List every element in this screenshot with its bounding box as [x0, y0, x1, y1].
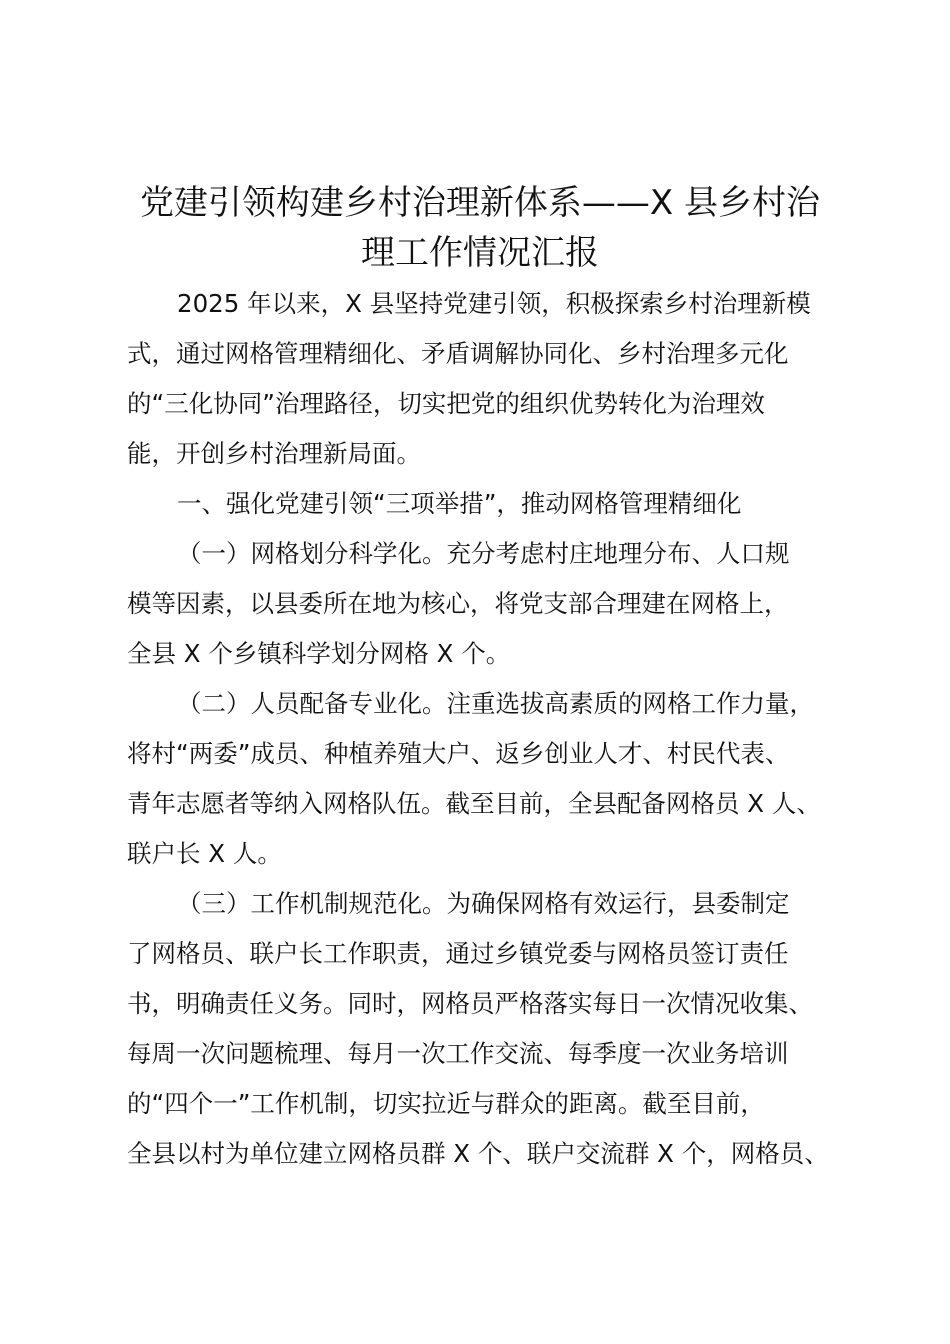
paragraph-line: 式，通过网格管理精细化、矛盾调解协同化、乡村治理多元化: [127, 339, 789, 368]
paragraph-line: 了网格员、联户长工作职责，通过乡镇党委与网格员签订责任: [127, 939, 789, 968]
paragraph-line: 青年志愿者等纳入网格队伍。截至目前，全县配备网格员 X 人、: [127, 789, 821, 818]
document-title: [110, 178, 850, 278]
paragraph-line: 能，开创乡村治理新局面。: [127, 439, 421, 468]
paragraph-line: 模等因素，以县委所在地为核心，将党支部合理建在网格上，: [127, 589, 789, 618]
paragraph-line: （一）网格划分科学化。充分考虑村庄地理分布、人口规: [177, 539, 790, 568]
section-heading-line: 一、强化党建引领“三项举措”，推动网格管理精细化: [177, 489, 742, 518]
paragraph-line: 将村“两委”成员、种植养殖大户、返乡创业人才、村民代表、: [127, 739, 790, 768]
paragraph-line: 全县以村为单位建立网格员群 X 个、联户交流群 X 个，网格员、: [127, 1139, 829, 1168]
paragraph-1-1: [127, 529, 853, 679]
paragraph-line: 的“四个一”工作机制，切实拉近与群众的距离。截至目前，: [127, 1089, 765, 1118]
paragraph-line: （二）人员配备专业化。注重选拔高素质的网格工作力量，: [177, 689, 814, 718]
paragraph-1-3: [127, 879, 853, 1179]
title-line: 理工作情况汇报: [361, 233, 599, 273]
paragraph-line: 2025 年以来，X 县坚持党建引领，积极探索乡村治理新模: [177, 289, 811, 318]
paragraph-line: 全县 X 个乡镇科学划分网格 X 个。: [127, 639, 511, 668]
title-line: 党建引领构建乡村治理新体系——X 县乡村治: [139, 183, 821, 223]
paragraph-1-2: [127, 679, 853, 879]
paragraph-line: （三）工作机制规范化。为确保网格有效运行，县委制定: [177, 889, 790, 918]
section-heading-1: [127, 479, 853, 529]
paragraph-intro: [127, 279, 853, 479]
paragraph-line: 每周一次问题梳理、每月一次工作交流、每季度一次业务培训: [127, 1039, 789, 1068]
document-body: [127, 279, 853, 1179]
paragraph-line: 联户长 X 人。: [127, 839, 282, 868]
paragraph-line: 书，明确责任义务。同时，网格员严格落实每日一次情况收集、: [127, 989, 813, 1018]
paragraph-line: 的“三化协同”治理路径，切实把党的组织优势转化为治理效: [127, 389, 765, 418]
